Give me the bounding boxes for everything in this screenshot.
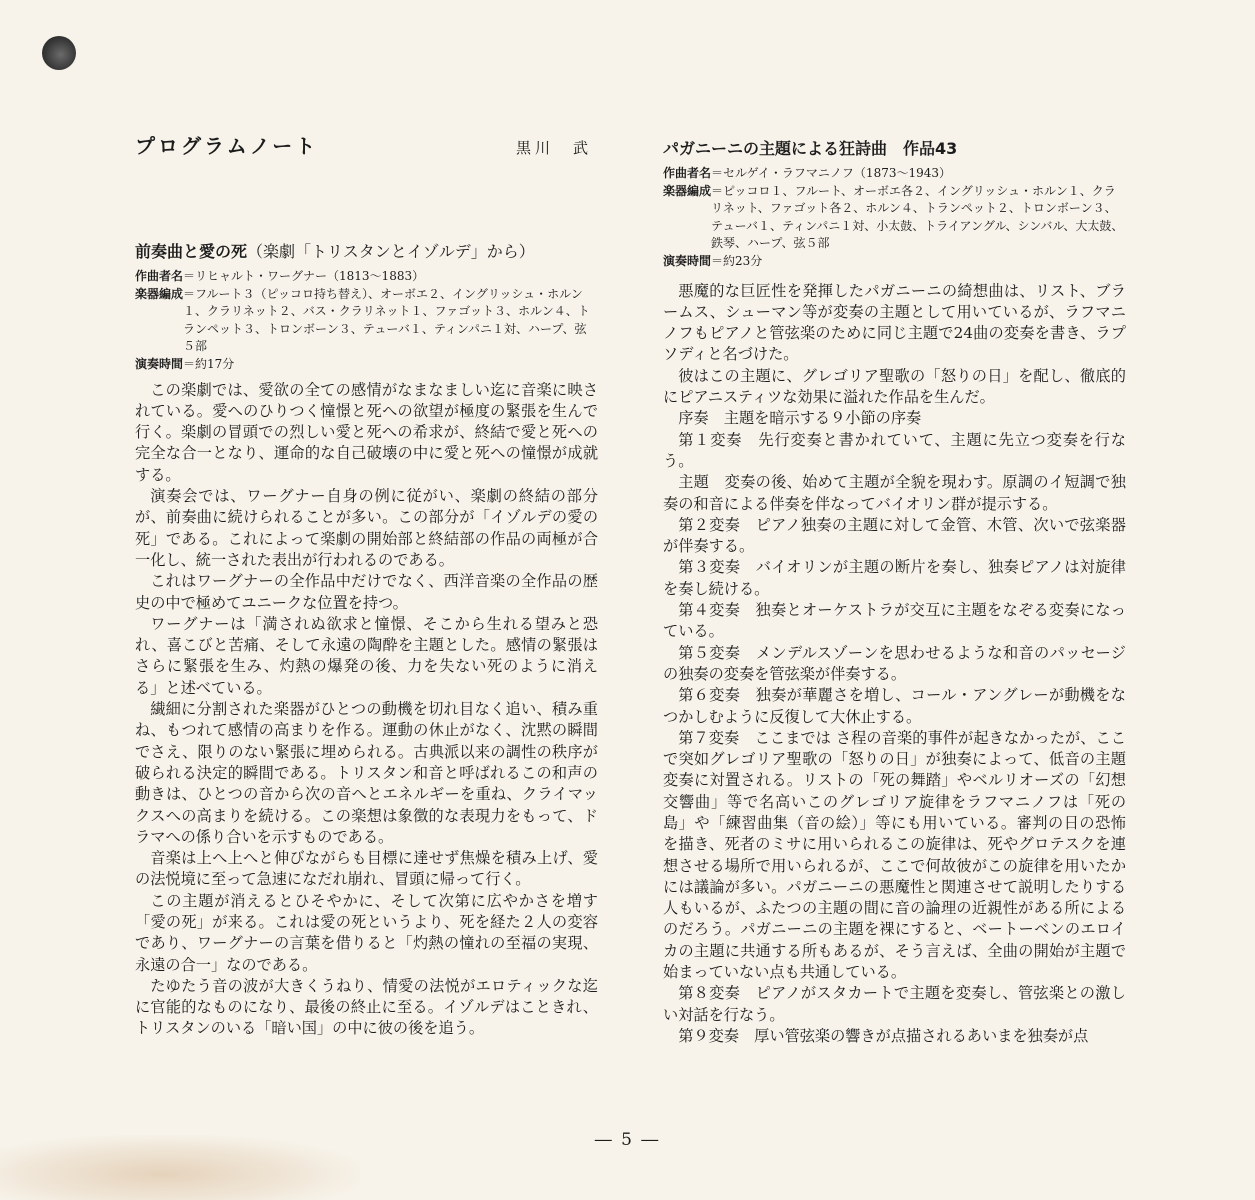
paragraph: たゆたう音の波が大きくうねり、情愛の法悦がエロティックな迄に官能的なものになり、最後の終止に至る。イゾルデはこときれ、トリスタンのいる「暗い国」の中に彼の後を追う。: [135, 976, 598, 1038]
paragraph: 第６変奏 独奏が華麗さを増し、コール・アングレーが動機をなつかしむように反復して大休止する。: [663, 686, 1126, 726]
meta-value: ＝約17分: [183, 356, 235, 371]
piece-title-left: [135, 239, 598, 262]
author-name: 黒川 武: [515, 139, 592, 157]
left-column: [135, 130, 598, 1040]
meta-value: ＝リヒャルト・ワーグナー（1813〜1883）: [183, 269, 425, 283]
meta-label: 楽器編成: [135, 286, 184, 301]
meta-value: ＝約23分: [711, 253, 763, 268]
piece-title-main: 前奏曲と愛の死: [135, 242, 248, 261]
paragraph: 第４変奏 独奏とオーケストラが交互に主題をなぞる変奏になっている。: [663, 601, 1126, 641]
meta-label: 作曲者名: [663, 166, 712, 180]
piece-meta-left: [135, 268, 598, 374]
paragraph: 演奏会では、ワーグナー自身の例に従がい、楽劇の終結の部分が、前奏曲に続けられることが多い。この部分が「イゾルデの愛の死」である。これによって楽劇の開始部と終結部の作品の両極が合一化し、統一された表出が行われるのである。: [135, 487, 599, 569]
header-row: [135, 130, 598, 159]
meta-row-duration: [135, 356, 598, 374]
piece-meta-right: [663, 165, 1126, 271]
piece-title-right: パガニーニの主題による狂詩曲 作品43: [663, 139, 958, 158]
paragraph: 第１変奏 先行変奏と書かれていて、主題に先立つ変奏を行なう。: [663, 430, 1126, 470]
meta-row-duration: [663, 253, 1126, 271]
meta-row-composer: [135, 268, 598, 286]
paragraph: この楽劇では、愛欲の全ての感情がなまなましい迄に音楽に映されている。愛へのひりつく憧憬と死への欲望が極度の緊張を生んで行く。楽劇の冒頭での烈しい愛と死への希求が、終結で愛と死への完全な合一となり、運命的な自己破壊の中に愛と死への憧憬が成就する。: [135, 380, 598, 484]
paragraph: 第９変奏 厚い管弦楽の響きが点描されるあいまを独奏が点: [678, 1026, 1089, 1045]
paragraph: 彼はこの主題に、グレゴリア聖歌の「怒りの日」を配し、徹底的にピアニスティツな効果に溢れた作品を生んだ。: [663, 366, 1126, 407]
article-body-left: [135, 380, 598, 1040]
paragraph: これはワーグナーの全作品中だけでなく、西洋音楽の全作品の歴史の中で極めてユニークな位置を持つ。: [135, 572, 598, 612]
article-body-right: [663, 281, 1126, 1048]
meta-row-instrumentation: [135, 286, 598, 356]
paragraph: 序奏 主題を暗示する９小節の序奏: [678, 409, 922, 428]
right-column: [663, 130, 1126, 1047]
meta-label: 演奏時間: [135, 356, 184, 371]
paragraph: 第５変奏 メンデルスゾーンを思わせるような和音のパッセージの独奏の変奏を管弦楽が伴奏する。: [663, 643, 1126, 683]
meta-row-composer: [663, 165, 1126, 183]
paragraph: 第８変奏 ピアノがスタカートで主題を変奏し、管弦楽との激しい対話を行なう。: [663, 984, 1126, 1024]
paragraph: 第３変奏 バイオリンが主題の断片を奏し、独奏ピアノは対旋律を奏し続ける。: [663, 558, 1126, 598]
meta-label: 作曲者名: [135, 269, 184, 283]
paragraph: 悪魔的な巨匠性を発揮したパガニーニの綺想曲は、リスト、ブラームス、シューマン等が変奏の主題として用いているが、ラフマニノフもピアノと管弦楽のために同じ主題で24曲の変奏を書き、ラプソディと名づけた。: [663, 281, 1126, 364]
meta-value: ＝ピッコロ１、フルート、オーボエ各２、イングリッシュ・ホルン１、クラリネット、ファゴット各２、ホルン４、トランペット２、トロンボーン３、テューバ１、ティンパニ１対、小太鼓、トライアングル、シンバル、大太鼓、鉄琴、ハープ、弦５部: [711, 183, 1124, 251]
meta-label: 演奏時間: [663, 253, 712, 268]
meta-row-instrumentation: [663, 183, 1126, 253]
paragraph: 主題 変奏の後、始めて主題が全貌を現わす。原調のイ短調で独奏の和音による伴奏を伴なってバイオリン群が提示する。: [663, 473, 1126, 513]
paragraph: ワーグナーは「満されぬ欲求と憧憬、そこから生れる望みと恐れ、喜こびと苦痛、そして永遠の陶酔を主題とした。感情の緊張はさらに緊張を生み、灼熱の爆発の後、力を失ない死のように消える」と述べている。: [135, 614, 598, 697]
binder-hole: [42, 36, 76, 70]
meta-label: 楽器編成: [663, 183, 712, 198]
piece-title-sub: （楽劇「トリスタンとイゾルデ」から）: [247, 242, 535, 261]
paragraph: 繊細に分割された楽器がひとつの動機を切れ目なく追い、積み重ね、もつれて感情の高まりを作る。運動の休止がなく、沈黙の瞬間でさえ、限りのない緊張に埋められる。古典派以来の調性の秩序が破られる決定的瞬間である。トリスタン和音と呼ばれるこの和声の動きは、ひとつの音から次の音へとエネルギーを重ね、クライマックスへの高まりを続ける。この楽想は象徴的な表現力をもって、ドラマへの係り合いを示すものである。: [135, 700, 598, 846]
meta-value: ＝セルゲイ・ラフマニノフ（1873〜1943）: [711, 166, 952, 180]
page-heading: プログラムノート: [135, 134, 319, 158]
paragraph: 第２変奏 ピアノ独奏の主題に対して金管、木管、次いで弦楽器が伴奏する。: [663, 515, 1126, 556]
paragraph: 音楽は上へ上へと伸びながらも目標に達せず焦燥を積み上げ、愛の法悦境に至って急速になだれ崩れ、冒頭に帰って行く。: [135, 849, 598, 889]
meta-value: ＝フルート３（ピッコロ持ち替え）、オーボエ２、イングリッシュ・ホルン１、クラリネット２、バス・クラリネット１、ファゴット３、ホルン４、トランペット３、トロンボーン３、テューバ１、ティンパニ１対、ハープ、弦５部: [183, 286, 590, 354]
paragraph: 第７変奏 ここまでは さ程の音楽的事件が起きなかったが、ここで突如グレゴリア聖歌の「怒りの日」が独奏によって、低音の主題変奏に対置される。リストの「死の舞踏」やベルリオーズの「幻想交響曲」等で名高いこのグレゴリア旋律をラフマニノフは「死の島」や「練習曲集（音の絵）」等にも用いている。審判の日の恐怖を描き、死者のミサに用いられるこの旋律は、死やグロテスクを連想させる場所で用いられるが、ここで何故彼がこの旋律を用いたかには議論が多い。パガニーニの悪魔性と関連させて説明したりする人もいるが、ふたつの主題の間に音の論理の近親性がある所によるのだろう。パガニーニの主題を裸にすると、ベートーベンのエロイカの主題に共通する所もあるが、そう言えば、全曲の開始が主題で始まっていない点も共通している。: [663, 728, 1126, 982]
page-number: ― 5 ―: [594, 1130, 661, 1150]
paragraph: この主題が消えるとひそやかに、そして次第に広やかさを増す「愛の死」が来る。これは愛の死というより、死を経た２人の変容であり、ワーグナーの言葉を借りると「灼熱の憧れの至福の実現、永遠の合一」なのである。: [135, 891, 598, 974]
